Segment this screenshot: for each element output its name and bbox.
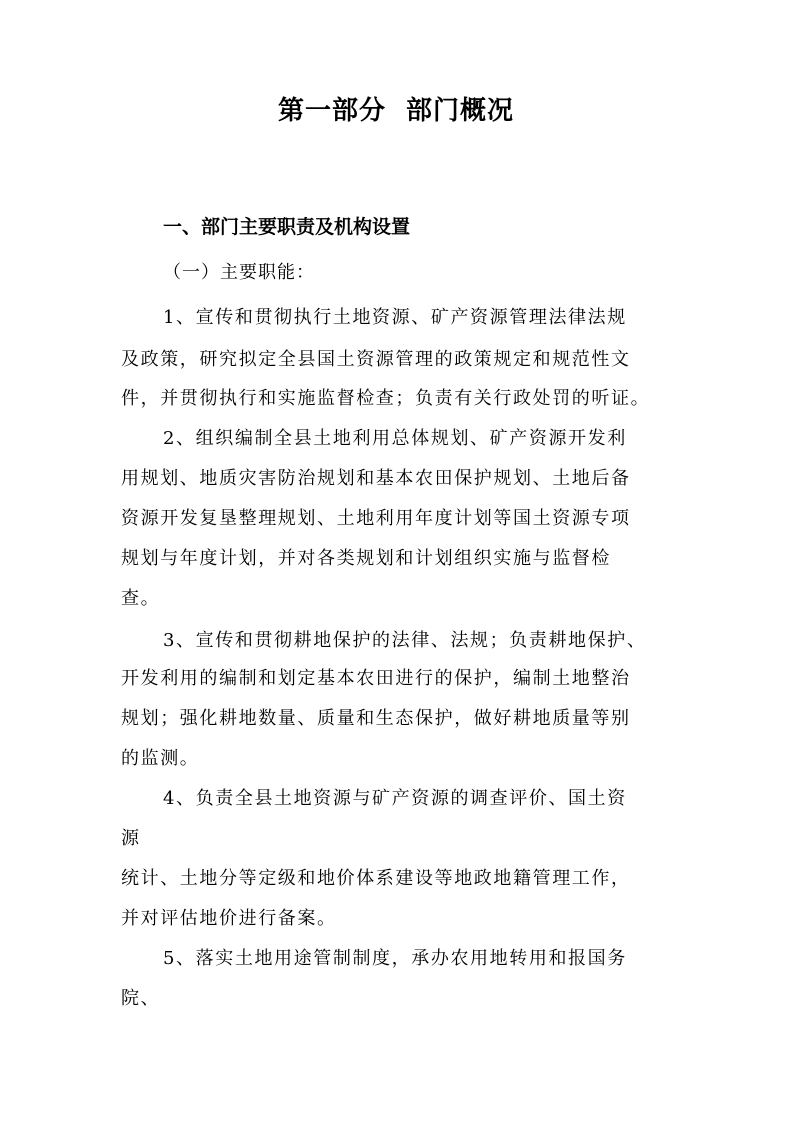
paragraph-line: 件，并贯彻执行和实施监督检查；负责有关行政处罚的听证。 <box>121 388 651 409</box>
paragraph-line: 查。 <box>121 588 161 609</box>
section-heading: 一、部门主要职责及机构设置 <box>163 216 411 238</box>
paragraph-line: 开发利用的编制和划定基本农田进行的保护，编制土地整治 <box>121 668 631 689</box>
paragraph-line: 1、宣传和贯彻执行土地资源、矿产资源管理法律法规 <box>163 307 627 328</box>
paragraph-line: 及政策，研究拟定全县国土资源管理的政策规定和规范性文 <box>121 349 631 370</box>
paragraph-line: 用规划、地质灾害防治规划和基本农田保护规划、土地后备 <box>121 468 631 489</box>
paragraph-line: 规划与年度计划，并对各类规划和计划组织实施与监督检 <box>121 548 611 569</box>
paragraph-line: 院、 <box>121 988 161 1009</box>
paragraph-line: 2、组织编制全县土地利用总体规划、矿产资源开发利 <box>163 428 627 449</box>
paragraph-line: 统计、土地分等定级和地价体系建设等地政地籍管理工作， <box>121 868 631 889</box>
paragraph-line: 并对评估地价进行备案。 <box>121 908 337 929</box>
paragraph-line: 4、负责全县土地资源与矿产资源的调查评价、国土资 <box>163 788 627 809</box>
paragraph-line: 5、落实土地用途管制制度，承办农用地转用和报国务 <box>163 948 627 969</box>
paragraph-line: 的监测。 <box>121 748 200 769</box>
paragraph-line: 规划；强化耕地数量、质量和生态保护，做好耕地质量等别 <box>121 708 631 729</box>
paragraph-line: 源 <box>121 828 141 849</box>
subsection-heading: （一）主要职能： <box>163 262 315 283</box>
paragraph-line: 3、宣传和贯彻耕地保护的法律、法规；负责耕地保护、 <box>163 630 647 651</box>
paragraph-line: 资源开发复垦整理规划、土地利用年度计划等国土资源专项 <box>121 508 631 529</box>
page-title: 第一部分 部门概况 <box>277 96 515 126</box>
